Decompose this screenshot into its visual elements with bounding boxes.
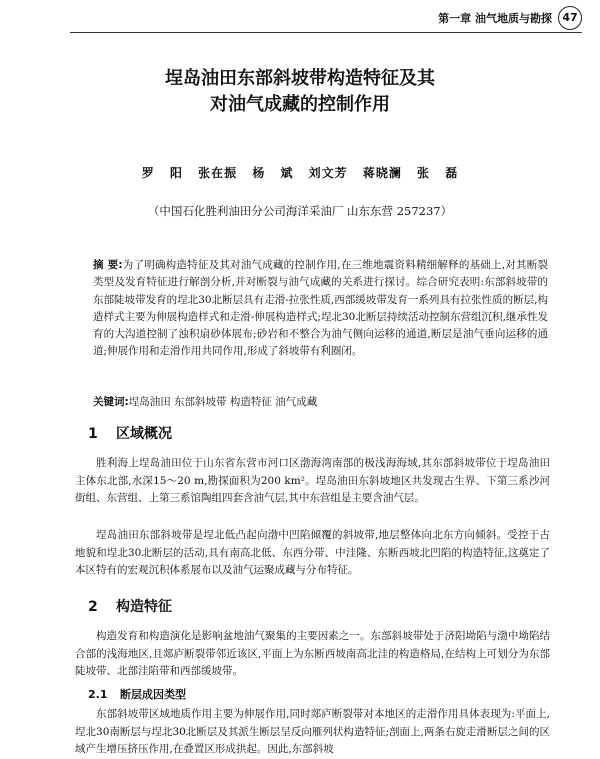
affiliation: （中国石化胜利油田分公司海洋采油厂 山东东营 257237） bbox=[147, 204, 453, 218]
author-list: 罗 阳 张在振 杨 斌 刘文芳 蒋晓澜 张 磊 bbox=[141, 166, 459, 180]
abstract-label: 摘 要: bbox=[93, 259, 123, 271]
running-header bbox=[438, 6, 582, 30]
section-2-paragraph-1: 构造发育和构造演化是影响盆地油气聚集的主要因素之一。东部斜坡带处于济阳坳陷与渤中坳陷结合部的浅海地区,且郯庐断裂带邻近该区,平面上为东断西坡南高北洼的构造格局,在结构上可划分为东部陡坡带、北部洼陷带和西部缓坡带。 bbox=[75, 630, 550, 677]
abstract bbox=[93, 257, 548, 361]
keywords-text: 埕岛油田 东部斜坡带 构造特征 油气成藏 bbox=[128, 396, 318, 408]
section-number: 1 bbox=[88, 426, 98, 442]
section-number: 2 bbox=[88, 599, 98, 615]
section-1-paragraph-1: 胜利海上埕岛油田位于山东省东营市河口区渤海湾南部的极浅海海域,其东部斜坡带位于埕岛油田主体东北部,水深15～20 m,勘探面积为200 km²。埕岛油田东斜坡地区共发现古生界、下第三系沙河街组、东营组、上第三系馆陶组四套含油气层,其中东营组是主要含油气层。 bbox=[75, 457, 550, 504]
running-title: 第一章 油气地质与勘探 bbox=[438, 12, 552, 25]
abstract-text: 为了明确构造特征及其对油气成藏的控制作用,在三维地震资料精细解释的基础上,对其断裂类型及发育特征进行解剖分析,并对断裂与油气成藏的关系进行探讨。综合研究表明:东部斜坡带的东部陡坡带发育的埕北30北断层具有走滑-拉张性质,西部缓坡带发育一系列具有拉张性质的断层,构造样式主要为伸展构造样式和走滑-伸展构造样式;埕北30北断层持续活动控制东营组沉积,继承性发育的大沟道控制了浊积扇砂体展布;砂岩和不整合为油气侧向运移的通道,断层是油气垂向运移的通道;伸展作用和走滑作用共同作用,形成了斜坡带有利圈闭。 bbox=[93, 259, 548, 358]
section-1-paragraph-2: 埕岛油田东部斜坡带是埕北低凸起向渤中凹陷倾覆的斜坡带,地层整体向北东方向倾斜。受控于古地貌和埕北30北断层的活动,具有南高北低、东西分带、中洼隆、东断西坡北凹陷的构造特征,这奠定了本区特有的宏观沉积体系展布以及油气运聚成藏与分布特征。 bbox=[75, 529, 550, 576]
subsection-title: 断层成因类型 bbox=[120, 688, 186, 701]
title-line-2: 对油气成藏的控制作用 bbox=[210, 94, 390, 115]
header-rule bbox=[70, 32, 582, 33]
page-number: 47 bbox=[558, 6, 582, 30]
subsection-number: 2.1 bbox=[88, 688, 108, 701]
section-title: 构造特征 bbox=[116, 599, 172, 615]
section-title: 区域概况 bbox=[116, 426, 172, 442]
keywords-label: 关键词: bbox=[93, 396, 129, 408]
paper-title bbox=[0, 66, 600, 118]
keywords bbox=[93, 394, 548, 409]
section-heading-1 bbox=[88, 423, 172, 443]
subsection-heading bbox=[88, 686, 186, 702]
subsection-paragraph: 东部斜坡带区域地质作用主要为伸展作用,同时郯庐断裂带对本地区的走滑作用具体表现为:平面上,埕北30南断层与埕北30北断层及其派生断层呈反向雁列状构造特征;剖面上,两条右旋走滑断层之间的区域产生增压挤压作用,在叠置区形成拱起。因此,东部斜坡 bbox=[75, 708, 550, 755]
title-line-1: 埕岛油田东部斜坡带构造特征及其 bbox=[165, 68, 435, 89]
section-heading-2 bbox=[88, 596, 172, 616]
